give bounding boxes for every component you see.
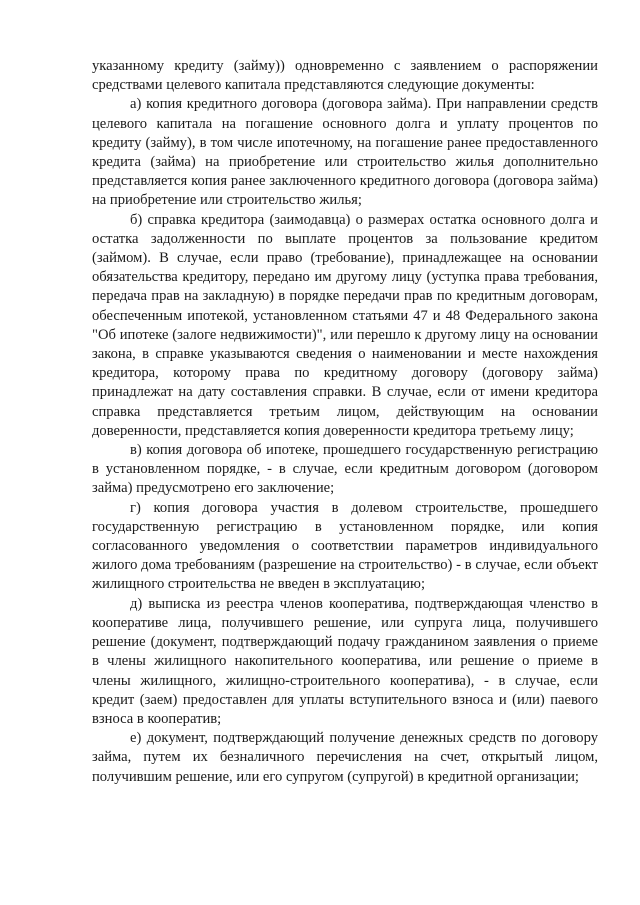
paragraph-item-g: г) копия договора участия в долевом строительстве, прошедшего государственную регистрацию в установленном порядке, или копия согласованного уведомления о соответствии параметров индивидуального жилого дома требованиям (разрешение на строительство) - в случае, если объект жилищного строительства не введен в эксплуатацию;: [92, 499, 598, 593]
paragraph-item-d: д) выписка из реестра членов кооператива, подтверждающая членство в кооперативе лица, получившего решение, или супруга лица, получившего решение (документ, подтверждающий подачу гражданином заявления о приеме в члены жилищного накопительного кооператива, или решение о приеме в члены жилищного, жилищно-строительного кооператива), - в случае, если кредит (заем) предоставлен для уплаты вступительного взноса и (или) паевого взноса в кооператив;: [92, 595, 598, 727]
paragraph-item-e: е) документ, подтверждающий получение денежных средств по договору займа, путем их безналичного перечисления на счет, открытый лицом, получившим решение, или его супругом (супругой) в кредитной организации;: [92, 730, 598, 785]
document-page: [92, 57, 598, 787]
paragraph-intro: указанному кредиту (займу)) одновременно с заявлением о распоряжении средствами целевого капитала представляются следующие документы:: [92, 58, 598, 94]
paragraph-item-a: а) копия кредитного договора (договора займа). При направлении средств целевого капитала на погашение основного долга и уплату процентов по кредиту (займу), в том числе ипотечному, на погашение ранее предоставленного кредита (займа) на приобретение или строительство жилья дополнительно представляется копия ранее заключенного кредитного договора (договора займа) на приобретение или строительство жилья;: [92, 96, 598, 209]
paragraph-item-b: б) справка кредитора (заимодавца) о размерах остатка основного долга и остатка задолженности по выплате процентов за пользование кредитом (займом). В случае, если право (требование), принадлежащее на основании обязательства кредитору, передано им другому лицу (уступка права требования, передача прав на закладную) в порядке передачи прав по кредитным договорам, обеспеченным ипотекой, установленном статьями 47 и 48 Федерального закона "Об ипотеке (залоге недвижимости)", или перешло к другому лицу на основании закона, в справке указываются сведения о наименовании и месте нахождения кредитора, которому права по кредитному договору (договору займа) принадлежат на дату составления справки. В случае, если от имени кредитора справка представляется третьим лицом, действующим на основании доверенности, представляется копия доверенности кредитора третьему лицу;: [92, 211, 598, 439]
paragraph-item-v: в) копия договора об ипотеке, прошедшего государственную регистрацию в установленном порядке, - в случае, если кредитным договором (договором займа) предусмотрено его заключение;: [92, 442, 598, 497]
